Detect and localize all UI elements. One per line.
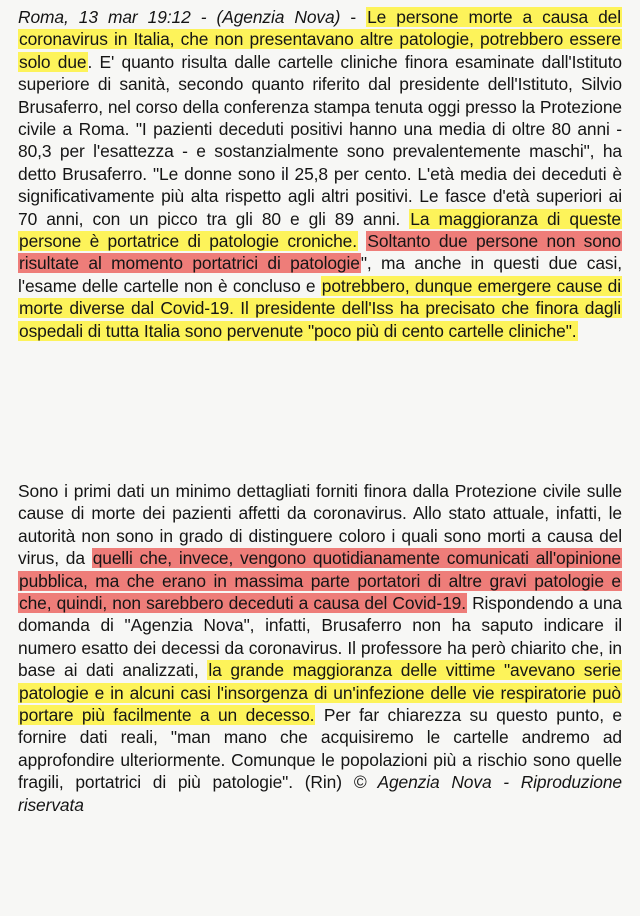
- text-segment: Sono i primi dati un minimo dettagliati forniti finora dalla Protezione civile sulle cause di morte dei pazienti affetti da coronavirus. Allo stato attuale, infatti, le autorità non sono in grado di distinguere coloro i quali sono morti a causa del virus, da: [18, 481, 622, 569]
- paragraph-1: [18, 6, 622, 342]
- highlight-yellow: la grande maggioranza delle vittime "avevano serie patologie e in alcuni casi l'insorgenza di un'infezione delle vie respiratorie può portare più facilmente a un decesso.: [19, 660, 621, 726]
- highlight-yellow: potrebbero, dunque emergere cause di morte diverse dal Covid-19. Il presidente dell'Iss ha precisato che finora dagli ospedali di tutta Italia sono pervenute "poco più di cento cartelle cliniche".: [19, 275, 621, 341]
- highlight-red: quelli che, invece, vengono quotidianamente comunicati all'opinione pubblica, ma che erano in massima parte portatori di altre gravi patologie e che, quindi, non sarebbero deceduti a causa del Covid-19.: [19, 548, 621, 614]
- paragraph-2: [18, 480, 622, 816]
- text-segment: Per far chiarezza su questo punto, e fornire dati reali, "man mano che acquisiremo le cartelle andremo ad approfondire ulteriormente. Comunque le popolazioni più a rischio sono quelle fragili, portatrici di più patologie". (Rin): [18, 705, 622, 793]
- highlight-yellow: La maggioranza di queste persone è portatrice di patologie croniche.: [19, 208, 621, 252]
- highlight-red: Soltanto due persone non sono risultate al momento portatrici di patologie: [19, 231, 621, 274]
- text-segment: . E' quanto risulta dalle cartelle cliniche finora esaminate dall'Istituto superiore di sanità, secondo quanto riferito dal presidente dell'Istituto, Silvio Brusaferro, nel corso della conferenza stampa tenuta oggi presso la Protezione civile a Roma. "I pazienti deceduti positivi hanno una media di oltre 80 anni - 80,3 per l'esattezza - e sostanzialmente sono prevalentemente maschi", ha detto Brusaferro. "Le donne sono il 25,8 per cento. L'età media dei deceduti è significativamente più alta rispetto agli altri positivi. Le fasce d'età superiori ai 70 anni, con un picco tra gli 80 e gli 89 anni.: [18, 51, 622, 229]
- highlight-yellow: Le persone morte a causa del coronavirus in Italia, che non presentavano altre patologie, potrebbero essere solo due: [19, 7, 621, 72]
- copyright-footer: © Agenzia Nova - Riproduzione riservata: [18, 772, 622, 815]
- dateline: Roma, 13 mar 19:12 - (Agenzia Nova): [18, 7, 341, 27]
- text-segment: -: [340, 7, 367, 27]
- text-segment: Rispondendo a una domanda di "Agenzia Nova", infatti, Brusaferro non ha saputo indicare il numero esatto dei decessi da coronavirus. Il professore ha però chiarito che, in base ai dati analizzati,: [18, 593, 622, 681]
- text-segment: ", ma anche in questi due casi, l'esame delle cartelle non è concluso e: [18, 253, 622, 296]
